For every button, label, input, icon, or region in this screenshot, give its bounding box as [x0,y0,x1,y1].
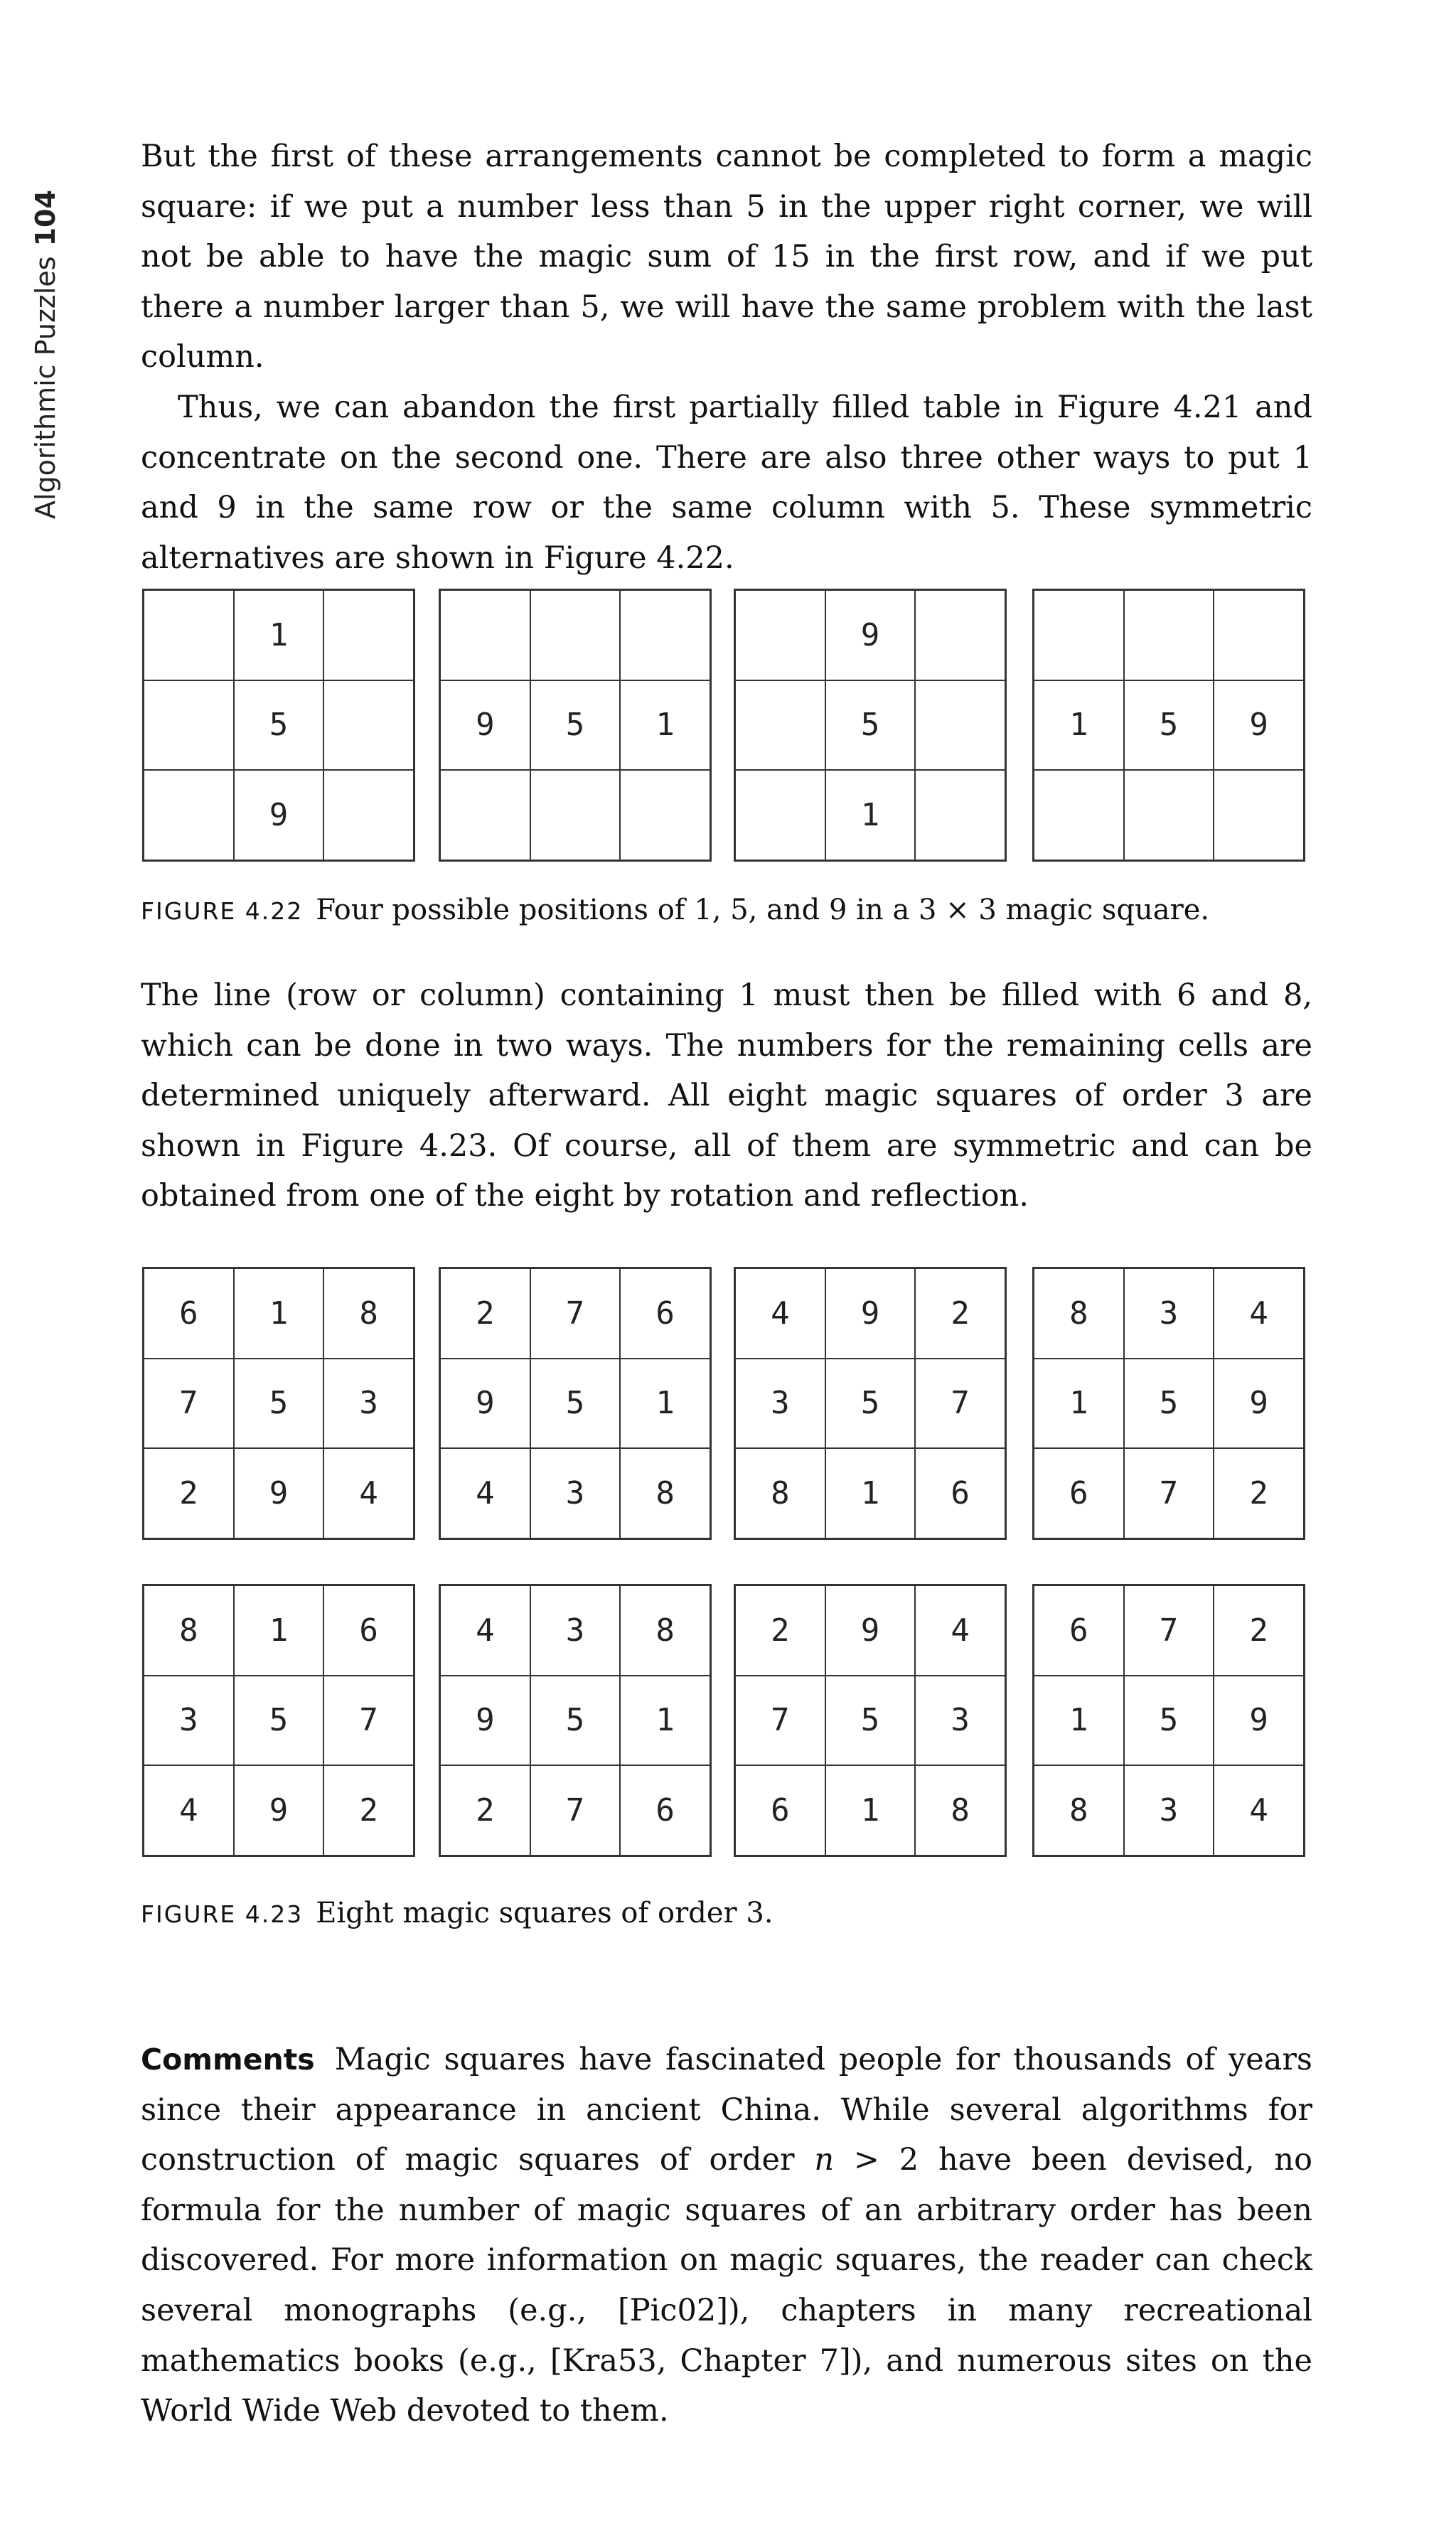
middle-text [141,970,1312,1221]
grid-cell: 9 [234,770,324,860]
grid-cell [530,590,621,680]
grid-cell [735,770,825,860]
grid-cell [620,590,710,680]
grid-cell [1124,770,1214,860]
grid-cell: 7 [735,1676,825,1766]
figure-4-22-grids [142,589,1308,862]
grid-cell: 1 [1034,1359,1124,1449]
grid-cell: 9 [234,1448,324,1538]
magic-square [439,589,712,862]
grid-cell: 9 [1214,1676,1304,1766]
grid-cell: 3 [144,1676,234,1766]
grid-cell: 6 [735,1765,825,1856]
grid-cell [915,770,1005,860]
grid-cell [144,770,234,860]
grid-cell: 8 [620,1585,710,1676]
grid-cell: 7 [530,1268,621,1359]
grid-cell [440,770,530,860]
grid-cell: 8 [1034,1268,1124,1359]
grid-cell: 5 [234,1676,324,1766]
figure-caption-text: Eight magic squares of order 3. [316,1897,774,1929]
grid-cell: 5 [530,680,621,771]
paragraph-4-part-b: > 2 have been devised, no formula for the number of magic squares of an arbitrary order has been discovered. For more information on magic squares, the reader can check several monographs (e.g., [Pic02]), chapters in many recreational mathematics books (e.g., [Kra53, Chapter 7]), and numerous sites on the World Wide Web devoted to them. [141,2142,1313,2429]
grid-cell [440,590,530,680]
grid-cell: 2 [915,1268,1005,1359]
magic-square [142,589,415,862]
grid-cell [1214,770,1304,860]
grid-cell: 2 [1214,1448,1304,1538]
running-head-title: Algorithmic Puzzles [30,256,61,519]
figure-4-23-grids-row-2 [142,1584,1308,1857]
magic-square [439,1584,712,1857]
grid-cell: 6 [620,1268,710,1359]
running-head [27,135,64,519]
grid-cell: 5 [825,1676,916,1766]
grid-cell: 6 [144,1268,234,1359]
grid-cell: 4 [735,1268,825,1359]
grid-cell: 9 [440,1359,530,1449]
grid-cell [323,680,414,771]
grid-cell: 9 [1214,1359,1304,1449]
grid-cell: 3 [915,1676,1005,1766]
grid-cell: 2 [144,1448,234,1538]
grid-cell: 5 [530,1359,621,1449]
grid-cell: 1 [620,1359,710,1449]
grid-cell: 8 [735,1448,825,1538]
grid-cell: 3 [323,1359,414,1449]
grid-cell: 1 [620,1676,710,1766]
grid-cell: 4 [915,1585,1005,1676]
grid-cell: 3 [1124,1268,1214,1359]
grid-cell: 9 [440,680,530,771]
magic-square [734,589,1007,862]
grid-cell [1034,590,1124,680]
grid-cell: 7 [1124,1448,1214,1538]
comments-text [141,2035,1312,2436]
grid-cell: 8 [1034,1765,1124,1856]
intro-text [141,132,1312,583]
grid-cell: 2 [323,1765,414,1856]
grid-cell: 1 [620,680,710,771]
grid-cell: 6 [1034,1448,1124,1538]
grid-cell: 5 [530,1676,621,1766]
magic-square [142,1267,415,1540]
grid-cell: 3 [1124,1765,1214,1856]
grid-cell: 5 [1124,1359,1214,1449]
grid-cell [915,680,1005,771]
grid-cell: 1 [1034,1676,1124,1766]
grid-cell: 9 [825,1585,916,1676]
figure-label: FIGURE 4.22 [141,897,304,925]
grid-cell: 5 [1124,680,1214,771]
grid-cell: 6 [323,1585,414,1676]
grid-cell [1214,590,1304,680]
grid-cell: 2 [1214,1585,1304,1676]
grid-cell: 1 [1034,680,1124,771]
grid-cell: 7 [1124,1585,1214,1676]
paragraph-2: Thus, we can abandon the first partially filled table in Figure 4.21 and concentrate on the second one. There are also three other ways to put 1 and 9 in the same row or the same column with 5. These symmetric alternatives are shown in Figure 4.22. [141,389,1312,576]
grid-cell: 4 [1214,1765,1304,1856]
grid-cell [323,590,414,680]
grid-cell: 5 [234,1359,324,1449]
grid-cell: 3 [530,1585,621,1676]
grid-cell [144,680,234,771]
grid-cell: 1 [825,1765,916,1856]
comments-label: Comments [141,2043,315,2077]
grid-cell: 7 [915,1359,1005,1449]
grid-cell [1034,770,1124,860]
grid-cell: 9 [825,590,916,680]
grid-cell: 9 [234,1765,324,1856]
grid-cell: 1 [825,1448,916,1538]
grid-cell: 4 [323,1448,414,1538]
grid-cell: 9 [825,1268,916,1359]
grid-cell: 5 [234,680,324,771]
grid-cell: 5 [825,680,916,771]
paragraph-1: But the first of these arrangements cannot be completed to form a magic square: if we put a number less than 5 in the upper right corner, we will not be able to have the magic sum of 15 in the first row, and if we put there a number larger than 5, we will have the same problem with the last column. [141,139,1312,375]
magic-square [1032,1584,1305,1857]
figure-label: FIGURE 4.23 [141,1900,304,1928]
grid-cell: 7 [530,1765,621,1856]
grid-cell: 8 [144,1585,234,1676]
magic-square [1032,589,1305,862]
grid-cell: 2 [440,1765,530,1856]
grid-cell: 7 [323,1676,414,1766]
grid-cell [735,590,825,680]
grid-cell [530,770,621,860]
grid-cell: 8 [620,1448,710,1538]
grid-cell: 6 [915,1448,1005,1538]
paragraph-3: The line (row or column) containing 1 must then be filled with 6 and 8, which can be done in two ways. The numbers for the remaining cells are determined uniquely afterward. All eight magic squares of order 3 are shown in Figure 4.23. Of course, all of them are symmetric and can be obtained from one of the eight by rotation and reflection. [141,978,1312,1214]
grid-cell: 6 [1034,1585,1124,1676]
grid-cell [144,590,234,680]
grid-cell: 3 [530,1448,621,1538]
grid-cell [915,590,1005,680]
figure-4-22-caption [141,890,1312,931]
grid-cell: 5 [825,1359,916,1449]
grid-cell: 4 [440,1585,530,1676]
grid-cell: 8 [323,1268,414,1359]
paragraph-4-part-a: Magic squares have fascinated people for thousands of years since their appearance in ancient China. While several algorithms for construction of magic squares of order [141,2042,1312,2178]
grid-cell: 6 [620,1765,710,1856]
grid-cell: 2 [440,1268,530,1359]
magic-square [142,1584,415,1857]
variable-n: n [814,2142,835,2178]
grid-cell: 8 [915,1765,1005,1856]
grid-cell: 7 [144,1359,234,1449]
grid-cell: 4 [1214,1268,1304,1359]
grid-cell: 1 [234,590,324,680]
magic-square [439,1267,712,1540]
figure-4-23-grids-row-1 [142,1267,1308,1540]
grid-cell: 5 [1124,1676,1214,1766]
grid-cell: 1 [234,1585,324,1676]
grid-cell: 3 [735,1359,825,1449]
figure-4-23-caption [141,1893,1312,1934]
grid-cell: 2 [735,1585,825,1676]
grid-cell [620,770,710,860]
grid-cell: 4 [144,1765,234,1856]
grid-cell: 1 [234,1268,324,1359]
magic-square [1032,1267,1305,1540]
grid-cell [1124,590,1214,680]
grid-cell: 4 [440,1448,530,1538]
paragraph-4 [141,2035,1312,2436]
grid-cell: 9 [1214,680,1304,771]
grid-cell: 1 [825,770,916,860]
page-number: 104 [30,190,61,247]
grid-cell: 9 [440,1676,530,1766]
grid-cell [323,770,414,860]
grid-cell [735,680,825,771]
magic-square [734,1584,1007,1857]
figure-caption-text: Four possible positions of 1, 5, and 9 in a 3 × 3 magic square. [316,894,1210,926]
magic-square [734,1267,1007,1540]
